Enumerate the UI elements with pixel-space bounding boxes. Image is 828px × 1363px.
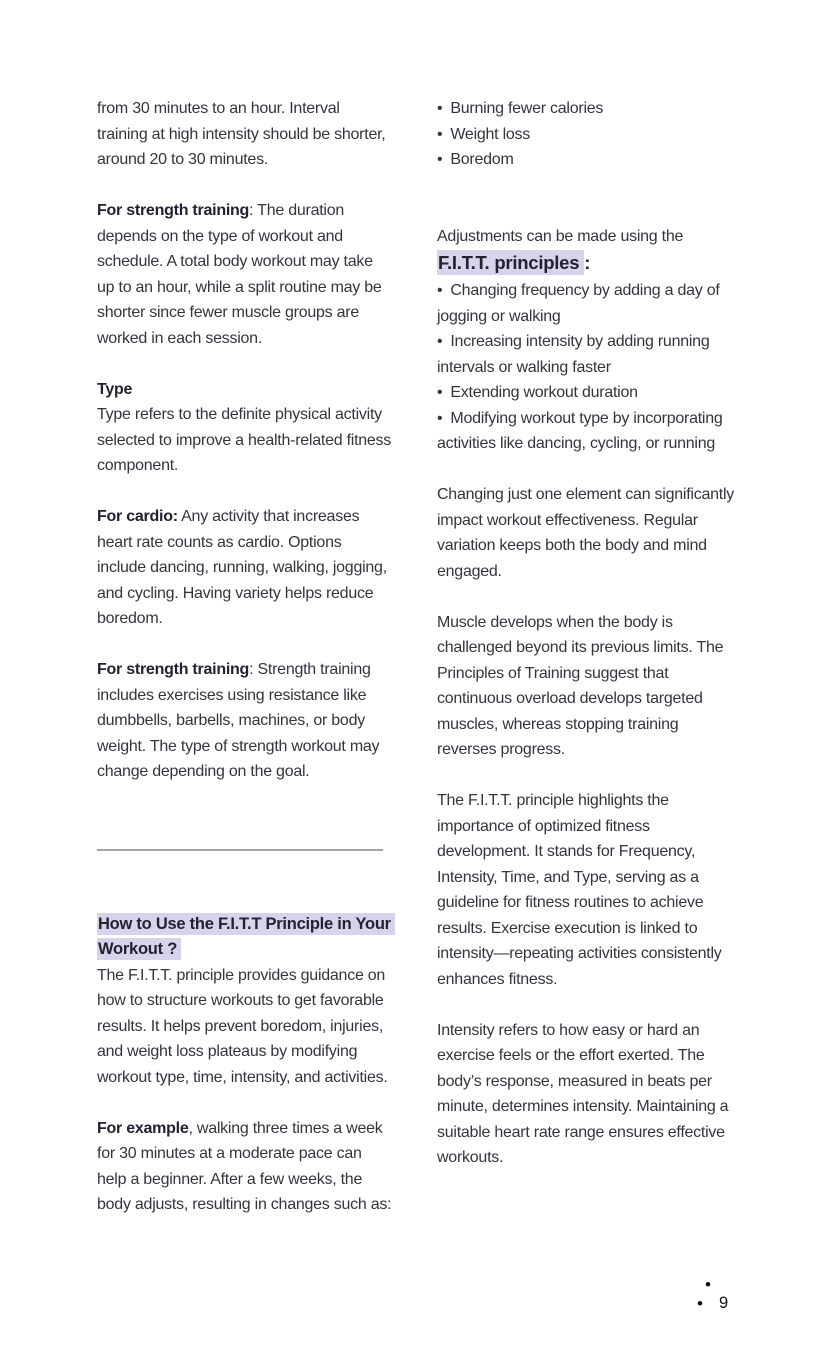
paragraph-intensity: Intensity refers to how easy or hard an exercise feels or the effort exerted. The body’s response, measured in beats per minute, determines intensity. Maintaining a suitable heart rate range ensures effective workouts. <box>437 1021 729 1166</box>
list-item-text: Boredom <box>450 151 514 168</box>
list-item <box>437 147 737 173</box>
footer-bullet-icon: • <box>705 1275 711 1294</box>
paragraph-duration-continued: from 30 minutes to an hour. Interval training at high intensity should be shorter, around 20 to 30 minutes. <box>97 100 386 168</box>
bullet-icon: • <box>437 409 443 427</box>
bullet-icon: • <box>437 333 443 350</box>
paragraph-text: : Strength training includes exercises using resistance like dumbbells, barbells, machines, or body weight. The type of strength workout may change depending on the goal. <box>97 661 380 780</box>
heading-fitt-workout <box>97 912 393 963</box>
footer-bullet-icon: • <box>697 1294 703 1313</box>
left-column <box>97 96 393 1218</box>
bold-lead-for-cardio: For cardio: <box>97 508 178 525</box>
paragraph-change-one-element: Changing just one element can significantly impact workout effectiveness. Regular variation keeps both the body and mind engaged. <box>437 486 734 580</box>
list-item-text: Increasing intensity by adding running intervals or walking faster <box>437 333 710 376</box>
paragraph-text: : The duration depends on the type of workout and schedule. A total body workout may take up to an hour, while a split routine may be shorter since fewer muscle groups are worked in each session. <box>97 202 382 347</box>
bullet-icon: • <box>437 384 443 401</box>
paragraph-type: Type refers to the definite physical activity selected to improve a health-related fitness component. <box>97 406 392 474</box>
bold-lead-for-example: For example <box>97 1119 189 1137</box>
colon-text: : <box>584 252 591 273</box>
list-item <box>437 96 737 122</box>
list-item-text: Changing frequency by adding a day of jogging or walking <box>437 282 720 325</box>
page-number: 9 <box>719 1294 729 1312</box>
highlighted-fitt-principles-text: F.I.T.T. principles <box>437 250 584 275</box>
bullet-icon: • <box>437 125 443 143</box>
bullet-icon: • <box>437 282 443 299</box>
paragraph-strength-duration <box>97 198 393 351</box>
paragraph-adjustments-intro: Adjustments can be made using the <box>437 227 684 245</box>
bullet-icon: • <box>437 151 443 168</box>
paragraph-fitt-highlights: The F.I.T.T. principle highlights the importance of optimized fitness development. It stands for Frequency, Intensity, Time, and Type, serving as a guideline for fitness routines to achieve results. Exercise execution is linked to intensity—repeating activities consistently enhances fitness. <box>437 792 722 988</box>
right-column <box>437 96 737 1171</box>
paragraph-muscle-develops: Muscle develops when the body is challenged beyond its previous limits. The Principles of Training suggest that continuous overload develops targeted muscles, whereas stopping training reverses progress. <box>437 613 724 758</box>
list-item-text: Extending workout duration <box>450 384 638 401</box>
list-item <box>437 406 737 457</box>
bold-lead-strength-training: For strength training <box>97 202 250 219</box>
adjustments-list <box>437 278 737 457</box>
paragraph-for-example <box>97 1116 393 1218</box>
paragraph-text: , walking three times a week for 30 minutes at a moderate pace can help a beginner. After a few weeks, the body adjusts, resulting in changes such as: <box>97 1119 392 1213</box>
changes-list <box>437 96 737 173</box>
paragraph-strength-type <box>97 657 393 785</box>
list-item <box>437 122 737 148</box>
heading-type: Type <box>97 380 133 398</box>
list-item <box>437 380 737 406</box>
paragraph-fitt-guidance: The F.I.T.T. principle provides guidance on how to structure workouts to get favorable results. It helps prevent boredom, injuries, and weight loss plateaus by modifying workout type, time, intensity, and activities. <box>97 966 388 1086</box>
heading-fitt-principles <box>437 249 737 276</box>
list-item <box>437 329 737 380</box>
paragraph-cardio <box>97 504 393 632</box>
section-divider <box>97 849 383 851</box>
bold-lead-strength-training: For strength training <box>97 661 250 678</box>
paragraph-text: Any activity that increases heart rate counts as cardio. Options include dancing, running, walking, jogging, and cycling. Having variety helps reduce boredom. <box>97 508 387 627</box>
highlighted-heading-text: How to Use the F.I.T.T Principle in Your Workout ? <box>97 913 395 961</box>
list-item-text: Modifying workout type by incorporating activities like dancing, cycling, or running <box>437 409 723 452</box>
list-item-text: Burning fewer calories <box>450 100 604 117</box>
list-item-text: Weight loss <box>450 125 531 143</box>
bullet-icon: • <box>437 100 443 117</box>
list-item <box>437 278 737 329</box>
